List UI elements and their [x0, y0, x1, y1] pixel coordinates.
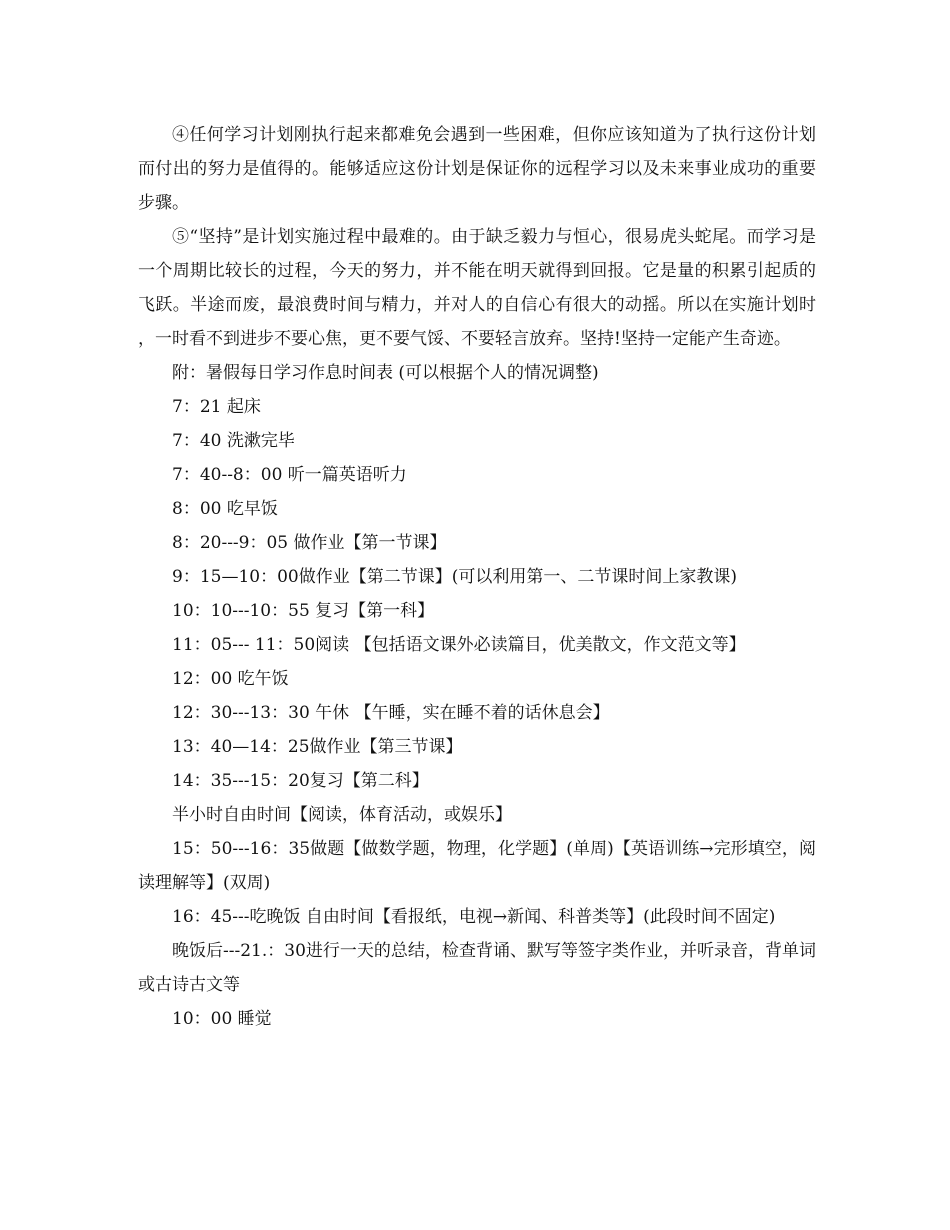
schedule-item: 9：15—10：00做作业【第二节课】(可以利用第一、二节课时间上家教课)	[172, 567, 737, 587]
schedule-item: 10：10---10：55 复习【第一科】	[172, 601, 435, 621]
schedule-item: 8：00 吃早饭	[172, 499, 278, 519]
schedule-item: 7：40 洗漱完毕	[172, 431, 295, 451]
schedule-item: 12：30---13：30 午休 【午睡，实在睡不着的话休息会】	[172, 703, 610, 723]
paragraph-point-5: ⑤“坚持”是计划实施过程中最难的。由于缺乏毅力与恒心，很易虎头蛇尾。而学习是一个周期比较长的过程，今天的努力，并不能在明天就得到回报。它是量的积累引起质的飞跃。半途而废，最浪费时间与精力，并对人的自信心有很大的动摇。所以在实施计划时，一时看不到进步不要心焦，更不要气馁、不要轻言放弃。坚持!坚持一定能产生奇迹。	[138, 227, 816, 349]
schedule-item: 11：05--- 11：50阅读 【包括语文课外必读篇目，优美散文，作文范文等】	[172, 635, 746, 655]
document-page	[138, 118, 816, 1036]
schedule-item: 7：21 起床	[172, 397, 261, 417]
schedule-title: 附：暑假每日学习作息时间表 (可以根据个人的情况调整)	[172, 363, 599, 383]
schedule-item: 半小时自由时间【阅读，体育活动，或娱乐】	[172, 805, 512, 825]
schedule-item: 晚饭后---21.：30进行一天的总结，检查背诵、默写等签字类作业，并听录音，背单词或古诗古文等	[138, 941, 816, 995]
schedule-item: 13：40—14：25做作业【第三节课】	[172, 737, 463, 757]
schedule-item: 7：40--8：00 听一篇英语听力	[172, 465, 407, 485]
schedule-item: 14：35---15：20复习【第二科】	[172, 771, 429, 791]
schedule-item: 10：00 睡觉	[172, 1009, 272, 1029]
paragraph-point-4: ④任何学习计划刚执行起来都难免会遇到一些困难，但你应该知道为了执行这份计划而付出的努力是值得的。能够适应这份计划是保证你的远程学习以及未来事业成功的重要步骤。	[138, 125, 816, 213]
schedule-item: 16：45---吃晚饭 自由时间【看报纸，电视→新闻、科普类等】(此段时间不固定)	[172, 907, 776, 927]
schedule-item: 12：00 吃午饭	[172, 669, 289, 689]
schedule-item: 8：20---9：05 做作业【第一节课】	[172, 533, 447, 553]
schedule-item: 15：50---16：35做题【做数学题，物理，化学题】(单周)【英语训练→完形填空，阅读理解等】(双周)	[138, 839, 816, 893]
